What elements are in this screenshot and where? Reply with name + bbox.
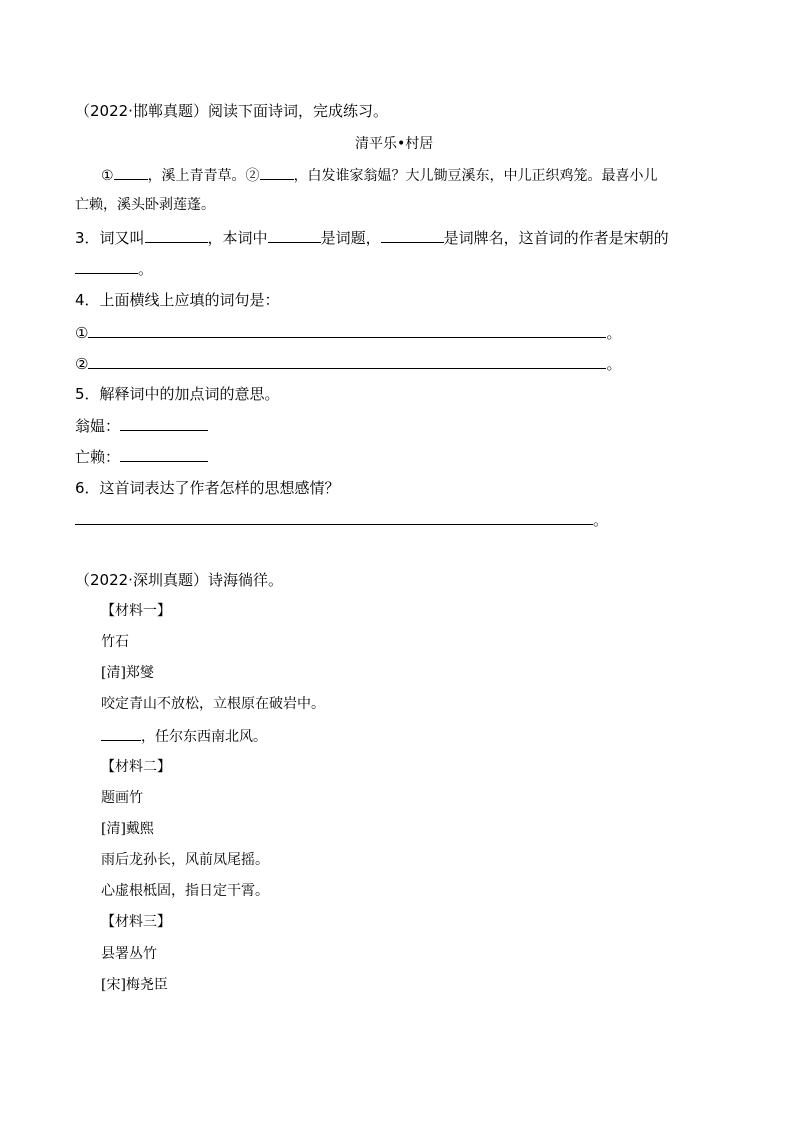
- fill-blank[interactable]: [260, 164, 294, 180]
- answer-line-6: 。: [75, 509, 608, 530]
- poem-line: 雨后龙孙长，风前凤尾摇。: [101, 852, 269, 868]
- poem-line: ① ，溪上青青草。② ，白发谁家翁媪？大儿锄豆溪东，中儿正织鸡笼。最喜小儿: [101, 164, 658, 186]
- poem-author: [清]郑燮: [101, 665, 154, 681]
- material-label: 【材料三】: [101, 914, 171, 930]
- poem-author: [清]戴熙: [101, 821, 154, 837]
- poem-line: 亡赖，溪头卧剥莲蓬。: [75, 197, 215, 213]
- question-item-4: 4．上面横线上应填的词句是：: [75, 291, 280, 309]
- poem-title: 题画竹: [101, 790, 143, 806]
- poem-line: 咬定青山不放松，立根原在破岩中。: [101, 696, 325, 712]
- question-item-6: 6．这首词表达了作者怎样的思想感情？: [75, 479, 340, 497]
- poem-line: 心虚根柢固，指日定干霄。: [101, 883, 269, 899]
- question-item-3-cont: 。: [75, 258, 153, 279]
- answer-blank[interactable]: [88, 322, 606, 338]
- fill-blank[interactable]: [145, 227, 208, 243]
- question-item-5: 5．解释词中的加点词的意思。: [75, 385, 280, 403]
- material-label: 【材料二】: [101, 759, 171, 775]
- fill-blank[interactable]: [381, 227, 444, 243]
- word-explain-2: 亡赖：: [75, 446, 208, 467]
- question-header: （2022·深圳真题）诗海徜徉。: [75, 571, 283, 589]
- poem-title: 竹石: [101, 634, 129, 650]
- fill-blank[interactable]: [75, 258, 138, 274]
- question-item-3: 3．词又叫 ，本词中 是词题， 是词牌名，这首词的作者是宋朝的: [75, 229, 669, 247]
- answer-blank[interactable]: [120, 415, 208, 431]
- fill-blank[interactable]: [268, 227, 321, 243]
- fill-blank[interactable]: [114, 164, 148, 180]
- poem-line: ，任尔东西南北风。: [101, 725, 267, 747]
- answer-line-2: ② 。: [75, 355, 622, 373]
- answer-blank[interactable]: [120, 446, 208, 462]
- poem-title: 县署丛竹: [101, 946, 157, 962]
- word-explain-1: 翁媪：: [75, 415, 208, 436]
- poem-title: 清平乐•村居: [355, 136, 434, 152]
- answer-blank[interactable]: [75, 509, 593, 525]
- poem-author: [宋]梅尧臣: [101, 977, 168, 993]
- answer-line-1: ① 。: [75, 324, 622, 342]
- answer-blank[interactable]: [88, 353, 606, 369]
- question-header: （2022·邯郸真题）阅读下面诗词，完成练习。: [75, 102, 388, 120]
- material-label: 【材料一】: [101, 603, 171, 619]
- fill-blank[interactable]: [101, 725, 141, 741]
